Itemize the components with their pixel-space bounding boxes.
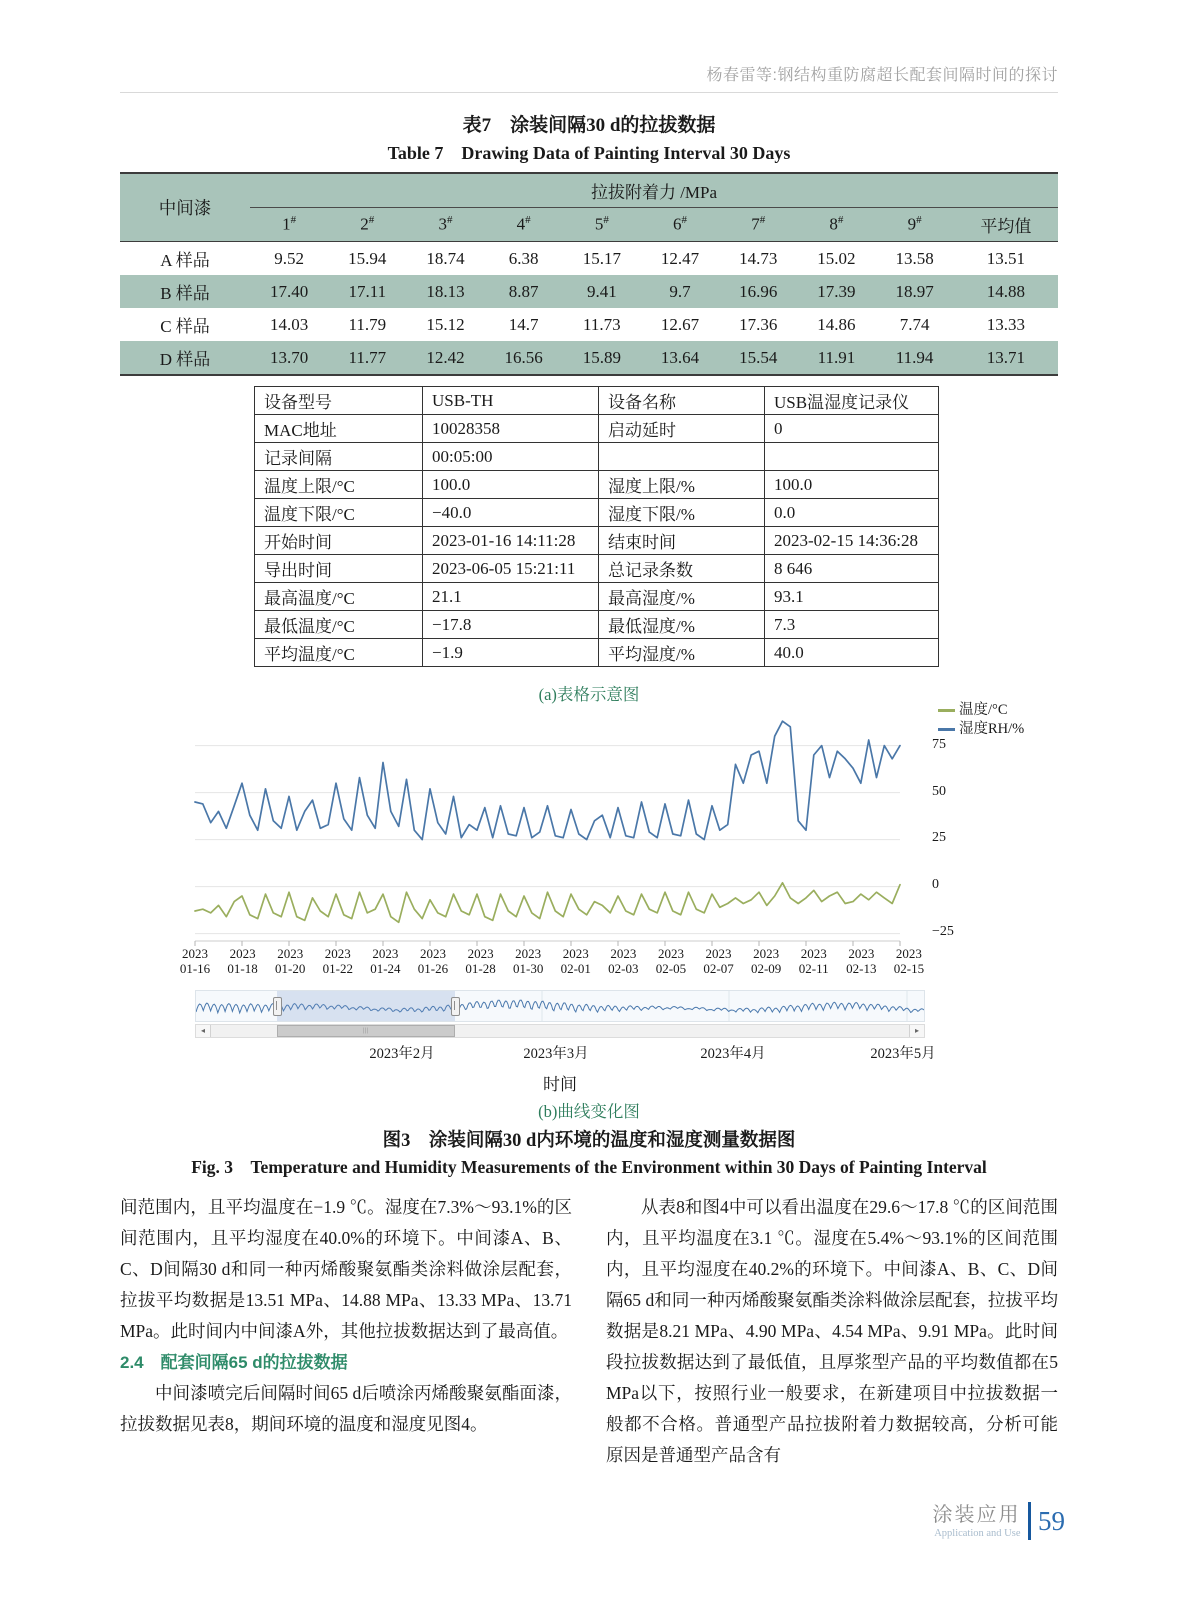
table-row [255,583,939,611]
y-axis-tick-label: 75 [932,737,946,752]
paragraph: 从表8和图4中可以看出温度在29.6～17.8 ℃的区间范围内，且平均温度在3.1 ℃。湿度在5.4%～93.1%的区间范围内，且平均湿度在40.2%的环境下。中间漆A、B、C、D间隔65 d和同一种丙烯酸聚氨酯类涂料做涂层配套，拉拔平均数据是8.21 MPa、4.90 MPa、4.54 MPa、9.91 MPa。此时间段拉拔数据达到了最低值，且厚浆型产品的平均数值都在5 MPa以下，按照行业一般要求，在新建项目中拉拔数据一般都不合格。普通型产品拉拔附着力数据较高，分析可能原因是普通型产品含有 [606,1197,1058,1465]
sample-name-cell: A 样品 [160,251,210,270]
value-cell: 11.94 [895,347,934,367]
table-row [255,527,939,555]
table7-row-header: 中间漆 [120,173,250,242]
table7-column-header: 7# [719,208,797,242]
x-axis-tick-label: 2023 01-30 [512,946,544,976]
legend-item-temperature [938,701,1024,720]
device-cell: USB温湿度记录仪 [765,387,939,415]
device-cell: 最低温度/°C [255,611,423,639]
value-cell: 9.7 [669,281,691,301]
table7-column-header: 4# [485,208,563,242]
scrollbar-thumb[interactable]: ||| [277,1025,455,1037]
sample-name-cell: D 样品 [159,350,211,369]
figure3-caption-zh: 图3 涂装间隔30 d内环境的温度和湿度测量数据图 [382,1131,796,1151]
value-cell: 17.11 [348,281,387,301]
footer-divider-bar [1028,1502,1032,1540]
journal-name-zh: 涂装应用 [932,1503,1021,1526]
table7-header [120,173,1058,242]
value-cell: 13.71 [986,347,1025,367]
x-axis-labels [173,946,931,976]
device-cell [765,443,939,471]
navigator-left-handle[interactable] [273,997,282,1016]
x-axis-tick-label: 2023 02-15 [893,946,925,976]
table7-column-header: 3# [406,208,484,242]
y-axis-tick-label: 50 [932,783,946,799]
device-cell: 最低湿度/% [599,611,765,639]
table-row [255,443,939,471]
scroll-right-arrow-icon[interactable]: ▸ [909,1025,924,1037]
value-cell: 14.88 [986,281,1025,301]
value-cell: 12.67 [660,314,700,334]
navigator-right-handle[interactable] [451,997,460,1016]
table7-column-header: 8# [797,208,875,242]
sample-name-cell: C 样品 [160,317,210,336]
device-cell: 00:05:00 [423,443,599,471]
legend-label: 温度/°C [959,702,1008,718]
chart-navigator[interactable] [195,990,925,1022]
device-cell: 启动延时 [599,415,765,443]
device-cell: 8 646 [765,555,939,583]
value-cell: 16.56 [504,347,543,367]
table-row [120,341,1058,375]
month-label: 2023年5月 [870,1046,936,1062]
device-cell: 最高温度/°C [255,583,423,611]
sample-name-cell: B 样品 [160,284,210,303]
value-cell: 8.87 [508,281,539,301]
right-column [606,1192,1058,1471]
device-cell: 导出时间 [255,555,423,583]
x-axis-tick-label: 2023 01-28 [465,946,496,976]
value-cell: 9.41 [586,281,617,301]
table7-title-zh: 表7 涂装间隔30 d的拉拔数据 [462,115,716,136]
device-cell: 2023-06-05 15:21:11 [423,555,599,583]
device-cell: 100.0 [765,471,939,499]
device-cell: 93.1 [765,583,939,611]
device-cell: 10028358 [423,415,599,443]
value-cell: 11.73 [583,314,621,334]
value-cell: 14.73 [739,248,778,268]
x-axis-tick-label: 2023 01-22 [322,946,353,976]
value-cell: 18.97 [895,281,934,301]
device-cell: 设备型号 [255,387,423,415]
table7-column-header: 1# [250,208,328,242]
device-cell: 7.3 [765,611,939,639]
value-cell: 15.94 [348,248,387,268]
value-cell: 12.47 [660,248,700,268]
table-row [120,275,1058,308]
table-row [255,611,939,639]
section-heading-2-4: 2.4 配套间隔65 d的拉拔数据 [120,1353,348,1372]
device-cell: 平均温度/°C [255,639,423,667]
device-cell: USB-TH [423,387,599,415]
device-cell: 湿度上限/% [599,471,765,499]
device-cell: 结束时间 [599,527,765,555]
table7-column-header: 6# [641,208,719,242]
value-cell: 13.64 [660,347,700,367]
journal-name-en: Application and Use [934,1527,1021,1539]
header-rule [120,92,1058,93]
table-row [255,415,939,443]
x-axis-tick-label: 2023 02-05 [655,946,687,976]
running-head: 杨春雷等:钢结构重防腐超长配套间隔时间的探讨 [706,67,1058,84]
x-axis-tick-label: 2023 01-26 [417,946,449,976]
figure3-caption-en: Fig. 3 Temperature and Humidity Measurements of the Environment within 30 Days of Painting Interval [191,1157,987,1177]
value-cell: 13.58 [895,248,934,268]
journal-name [933,1503,1021,1540]
device-cell: −40.0 [423,499,599,527]
value-cell: 16.96 [739,281,778,301]
table-row [255,387,939,415]
device-cell: −1.9 [423,639,599,667]
device-cell: 0.0 [765,499,939,527]
value-cell: 15.17 [582,248,621,268]
device-table-body [255,387,939,667]
value-cell: 18.13 [426,281,465,301]
month-label: 2023年2月 [369,1046,435,1062]
value-cell: 17.40 [269,281,309,301]
table-row [255,639,939,667]
x-axis-tick-label: 2023 01-18 [227,946,258,976]
paragraph: 间范围内，且平均温度在−1.9 ℃。湿度在7.3%～93.1%的区间范围内，且平均湿度在40.0%的环境下。中间漆A、B、C、D间隔30 d和同一种丙烯酸聚氨酯类涂料做涂层配套，拉拔平均数据是13.51 MPa、14.88 MPa、13.33 MPa、13.71 MPa。此时间内中间漆A外，其他拉拔数据达到了最高值。 [120,1197,572,1341]
value-cell: 9.52 [274,248,304,268]
navigator-month-labels [0,1042,1178,1064]
paragraph: 中间漆喷完后间隔时间65 d后喷涂丙烯酸聚氨酯面漆，拉拔数据见表8，期间环境的温度和湿度见图4。 [120,1383,572,1434]
value-cell: 12.42 [426,347,465,367]
y-axis-labels [932,722,976,955]
device-cell: 2023-02-15 14:36:28 [765,527,939,555]
device-cell: 40.0 [765,639,939,667]
value-cell: 11.91 [817,347,856,367]
x-axis-tick-label: 2023 01-24 [370,946,401,976]
device-cell: 0 [765,415,939,443]
subfigure-a-caption: (a)表格示意图 [538,685,640,704]
value-cell: 15.89 [582,347,621,367]
x-axis-tick-label: 2023 02-09 [750,946,782,976]
value-cell: 17.36 [739,314,778,334]
page-number: 59 [1038,1505,1065,1536]
device-cell: 总记录条数 [599,555,765,583]
device-cell: 温度上限/°C [255,471,423,499]
value-cell: 7.74 [899,314,930,334]
value-cell: 17.39 [817,281,856,301]
table7-column-header: 平均值 [954,208,1058,242]
x-axis-tick-label: 2023 01-16 [179,946,211,976]
table7 [120,172,1058,376]
subfigure-b-caption: (b)曲线变化图 [538,1102,640,1121]
table-row [255,555,939,583]
device-cell: 开始时间 [255,527,423,555]
device-cell: 设备名称 [599,387,765,415]
value-cell: 14.03 [269,314,309,334]
table-row [255,499,939,527]
page-footer [933,1502,1066,1540]
value-cell: 13.33 [986,314,1025,334]
value-cell: 13.70 [269,347,309,367]
temperature-line-icon [938,709,955,712]
y-axis-tick-label: 0 [932,877,939,893]
device-cell: 最高湿度/% [599,583,765,611]
chart-scrollbar[interactable] [195,1024,925,1038]
value-cell: 13.51 [986,248,1025,268]
table7-column-header: 5# [563,208,641,242]
device-cell: MAC地址 [255,415,423,443]
device-cell [599,443,765,471]
value-cell: 11.79 [348,314,387,334]
temperature-humidity-chart [185,703,975,958]
table-row [120,308,1058,341]
x-axis-tick-label: 2023 02-07 [703,946,734,976]
table7-column-row [120,208,1058,242]
y-axis-tick-label: −25 [932,923,954,939]
device-cell: 2023-01-16 14:11:28 [423,527,599,555]
left-column [120,1192,572,1440]
value-cell: 15.54 [739,347,778,367]
x-axis-tick-label: 2023 01-20 [275,946,306,976]
y-axis-tick-label: 25 [932,830,946,846]
table7-body [120,242,1058,376]
device-cell: 100.0 [423,471,599,499]
x-axis-tick-label: 2023 02-13 [846,946,877,976]
x-axis-tick-label: 2023 02-01 [560,946,591,976]
scroll-left-arrow-icon[interactable]: ◂ [196,1025,211,1037]
value-cell: 11.77 [348,347,387,367]
table7-column-header: 2# [328,208,406,242]
device-info-table [254,386,939,667]
navigator-selected-range[interactable] [277,991,455,1021]
table-row [120,242,1058,276]
device-cell: −17.8 [423,611,599,639]
x-axis-title: 时间 [543,1075,577,1094]
month-label: 2023年4月 [700,1046,766,1062]
x-axis-tick-label: 2023 02-03 [608,946,639,976]
device-cell: 21.1 [423,583,599,611]
value-cell: 6.38 [508,248,539,268]
device-cell: 记录间隔 [255,443,423,471]
value-cell: 14.7 [508,314,539,334]
table7-column-header: 9# [876,208,954,242]
device-cell: 湿度下限/% [599,499,765,527]
x-axis-tick-label: 2023 02-11 [798,946,829,976]
legend-label: 湿度RH/% [959,721,1025,737]
value-cell: 15.02 [817,248,856,268]
month-label: 2023年3月 [523,1046,589,1062]
value-cell: 18.74 [426,248,465,268]
device-cell: 平均湿度/% [599,639,765,667]
table7-group-header: 拉拔附着力 /MPa [250,173,1058,208]
value-cell: 15.12 [426,314,465,334]
table7-title-en: Table 7 Drawing Data of Painting Interval 30 Days [387,143,791,163]
value-cell: 14.86 [817,314,856,334]
device-cell: 温度下限/°C [255,499,423,527]
table-row [255,471,939,499]
